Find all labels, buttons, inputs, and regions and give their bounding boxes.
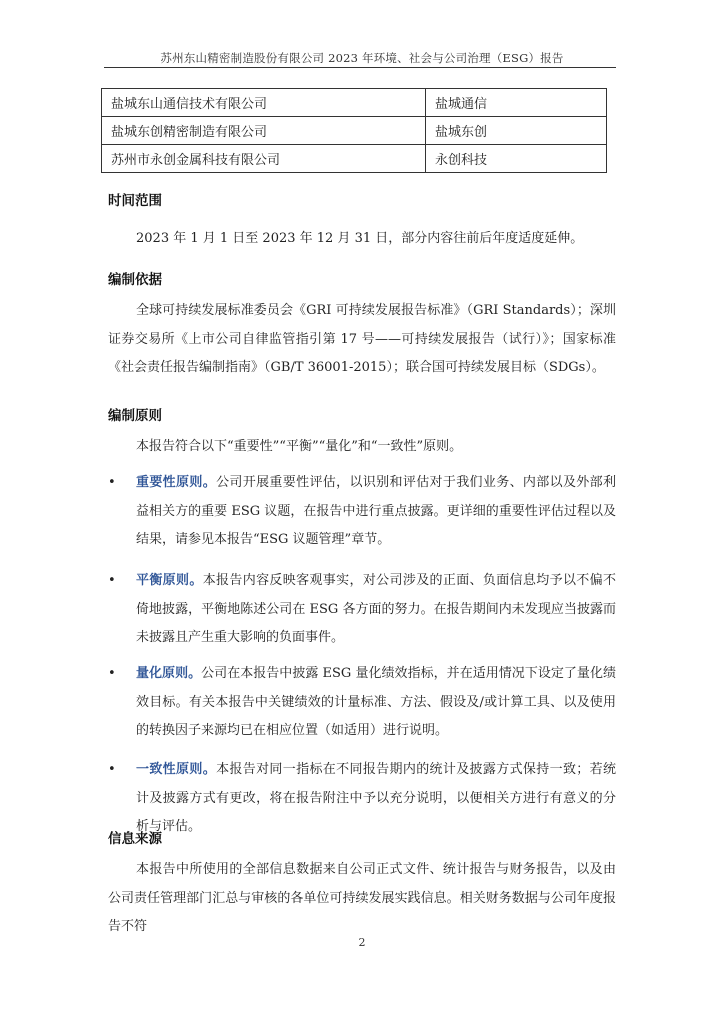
entities-table bbox=[101, 88, 607, 173]
company-name-cell: 盐城东山通信技术有限公司 bbox=[102, 89, 426, 117]
company-name-cell: 盐城东创精密制造有限公司 bbox=[102, 117, 426, 145]
principle-title: 平衡原则。 bbox=[136, 573, 203, 588]
info-source-text: 本报告中所使用的全部信息数据来自公司正式文件、统计报告与财务报告，以及由公司责任管理部门汇总与审核的各单位可持续发展实践信息。相关财务数据与公司年度报告不符 bbox=[108, 862, 616, 934]
principle-text: 本报告内容反映客观事实，对公司涉及的正面、负面信息均予以不偏不倚地披露，平衡地陈述公司在 ESG 各方面的努力。在报告期间内未发现应当披露而未披露且产生重大影响的负面事件。 bbox=[136, 573, 616, 645]
table-row bbox=[102, 117, 607, 145]
page-number: 2 bbox=[358, 936, 366, 949]
basis-heading: 编制依据 bbox=[108, 272, 162, 288]
principles-intro: 本报告符合以下“重要性”“平衡”“量化”和“一致性”原则。 bbox=[136, 439, 463, 454]
time-range-text: 2023 年 1 月 1 日至 2023 年 12 月 31 日，部分内容往前后年度适度延伸。 bbox=[136, 231, 584, 246]
company-name-cell: 苏州市永创金属科技有限公司 bbox=[102, 145, 426, 173]
basis-text: 全球可持续发展标准委员会《GRI 可持续发展报告标准》（GRI Standards）；深圳证券交易所《上市公司自律监管指引第 17 号——可持续发展报告（试行）》；国家标准《社会责任报告编制指南》（GB/T 36001-2015）；联合国可持续发展目标（SDGs）。 bbox=[108, 303, 616, 375]
principle-item-materiality bbox=[108, 469, 616, 555]
short-name-cell: 盐城通信 bbox=[426, 89, 607, 117]
report-header-title: 苏州东山精密制造股份有限公司 2023 年环境、社会与公司治理（ESG）报告 bbox=[160, 51, 564, 65]
table-row bbox=[102, 89, 607, 117]
bullet-icon: • bbox=[108, 475, 116, 490]
short-name-cell: 盐城东创 bbox=[426, 117, 607, 145]
bullet-icon: • bbox=[108, 666, 116, 681]
principles-heading: 编制原则 bbox=[108, 408, 162, 424]
principle-title: 重要性原则。 bbox=[136, 475, 217, 490]
principle-text: 公司开展重要性评估，以识别和评估对于我们业务、内部以及外部利益相关方的重要 ESG 议题，在报告中进行重点披露。更详细的重要性评估过程以及结果，请参见本报告“ESG 议题管理”章节。 bbox=[136, 475, 616, 547]
principle-title: 量化原则。 bbox=[136, 666, 202, 681]
principle-item-quantitative bbox=[108, 660, 616, 746]
table-row bbox=[102, 145, 607, 173]
info-source-heading: 信息来源 bbox=[108, 831, 162, 847]
header-divider bbox=[104, 67, 616, 68]
bullet-icon: • bbox=[108, 762, 116, 777]
time-range-heading: 时间范围 bbox=[108, 193, 162, 209]
bullet-icon: • bbox=[108, 573, 116, 588]
short-name-cell: 永创科技 bbox=[426, 145, 607, 173]
principle-item-balance bbox=[108, 567, 616, 653]
principle-text: 本报告对同一指标在不同报告期内的统计及披露方式保持一致；若统计及披露方式有更改，将在报告附注中予以充分说明，以便相关方进行有意义的分析与评估。 bbox=[136, 762, 616, 834]
principle-item-consistency bbox=[108, 756, 616, 842]
principle-text: 公司在本报告中披露 ESG 量化绩效指标，并在适用情况下设定了量化绩效目标。有关本报告中关键绩效的计量标准、方法、假设及/或计算工具、以及使用的转换因子来源均已在相应位置（如适用）进行说明。 bbox=[136, 666, 616, 738]
principle-title: 一致性原则。 bbox=[136, 762, 217, 777]
